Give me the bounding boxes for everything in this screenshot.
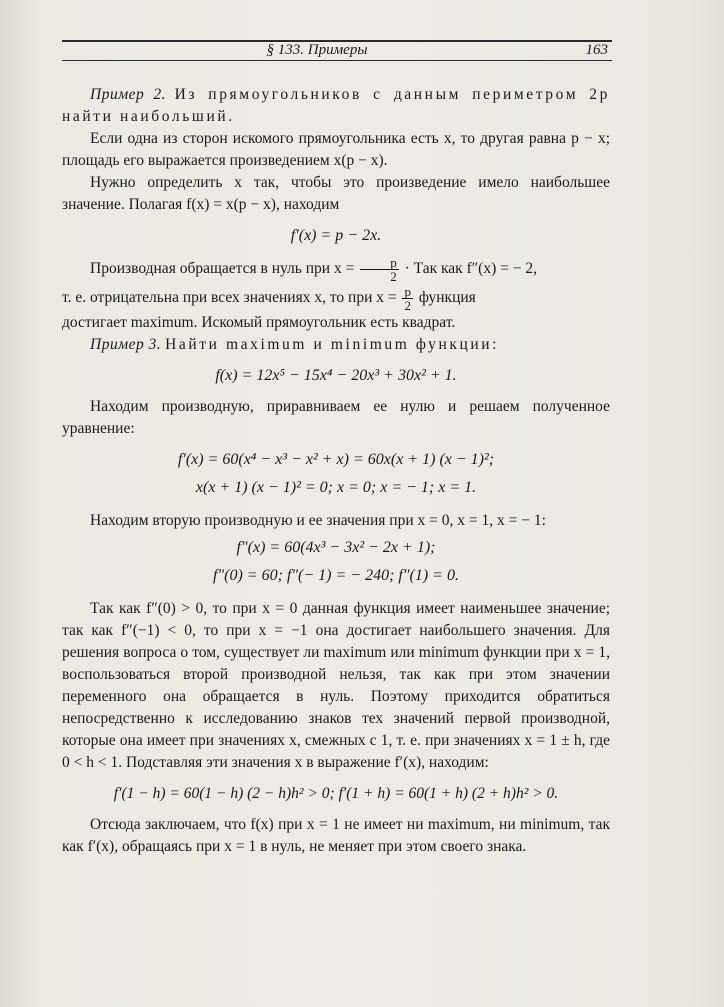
example-3-label: Пример 3. bbox=[90, 336, 162, 353]
fraction-numerator: p bbox=[404, 284, 411, 299]
paragraph-4-end: функция bbox=[418, 289, 476, 307]
fraction-p-over-2-second bbox=[402, 285, 413, 312]
fraction-p-over-2 bbox=[360, 256, 399, 283]
header-rule-bottom bbox=[62, 60, 612, 61]
paragraph-9: Отсюда заключаем, что f(x) при x = 1 не имеет ни maximum, ни minimum, так как f′(x), обращаясь при x = 1 в нуль, не меняет при этом своего знака. bbox=[62, 816, 610, 855]
paragraph-4-start: т. е. отрицательна при всех значениях x, то при x = bbox=[62, 289, 397, 307]
equation-4: x(x + 1) (x − 1)² = 0; x = 0; x = − 1; x = 1. bbox=[195, 479, 477, 496]
paragraph-2: Нужно определить x так, чтобы это произведение имело наибольшее значение. Полагая f(x) = x(p − x), находим bbox=[62, 174, 610, 213]
paragraph-1: Если одна из сторон искомого прямоугольника есть x, то другая равна p − x; площадь его выражается произведением x(p − x). bbox=[62, 130, 610, 169]
equation-2: f(x) = 12x⁵ − 15x⁴ − 20x³ + 30x² + 1. bbox=[215, 367, 457, 384]
section-title: § 133. Примеры bbox=[266, 42, 368, 58]
equation-7: f′(1 − h) = 60(1 − h) (2 − h)h² > 0; f′(1 + h) = 60(1 + h) (2 + h)h² > 0. bbox=[113, 785, 559, 802]
equation-6: f″(0) = 60; f″(− 1) = − 240; f″(1) = 0. bbox=[213, 567, 459, 584]
example-2-task: Из прямоугольников с данным периметром 2p найти наибольший. bbox=[62, 86, 611, 125]
equation-1: f′(x) = p − 2x. bbox=[290, 227, 382, 244]
paragraph-3-start: Производная обращается в нуль при x = bbox=[90, 260, 355, 278]
paragraph-4 bbox=[62, 285, 610, 312]
example-2-heading bbox=[62, 84, 610, 128]
example-2-label: Пример 2. bbox=[90, 86, 166, 103]
fraction-numerator: p bbox=[360, 256, 399, 270]
equation-5: f″(x) = 60(4x³ − 3x² − 2x + 1); bbox=[236, 539, 436, 556]
page-body bbox=[62, 84, 610, 858]
paragraph-3-end: · Так как f″(x) = − 2, bbox=[404, 260, 537, 278]
running-header bbox=[62, 38, 612, 64]
paragraph-8: Так как f″(0) > 0, то при x = 0 данная функция имеет наименьшее значение; так как f″(−1) < 0, то при x = −1 она достигает наибольшего значения. Для решения вопроса о том, существует ли maximum или minimum функции при x = 1, воспользоваться второй производной нельзя, так как при этом значении переменного она обращается в нуль. Поэтому приходится обратиться непосредственно к исследованию знаков тех значений первой производной, которые она имеет при значениях x, смежных с 1, т. е. при значениях x = 1 ± h, где 0 < h < 1. Подставляя эти значения x в выражение f′(x), находим: bbox=[62, 600, 610, 771]
equation-3: f′(x) = 60(x⁴ − x³ − x² + x) = 60x(x + 1) (x − 1)²; bbox=[177, 451, 495, 468]
fraction-denominator: 2 bbox=[390, 269, 397, 284]
paragraph-3 bbox=[62, 256, 610, 283]
paragraph-5: достигает maximum. Искомый прямоугольник есть квадрат. bbox=[62, 314, 456, 331]
example-3-heading bbox=[62, 334, 610, 356]
page-number: 163 bbox=[585, 42, 608, 58]
fraction-denominator: 2 bbox=[404, 298, 411, 313]
paragraph-7: Находим вторую производную и ее значения при x = 0, x = 1, x = − 1: bbox=[90, 512, 546, 529]
paragraph-6: Находим производную, приравниваем ее нулю и решаем полученное уравнение: bbox=[62, 398, 610, 437]
example-3-task: Найти maximum и minimum функции: bbox=[165, 336, 500, 353]
